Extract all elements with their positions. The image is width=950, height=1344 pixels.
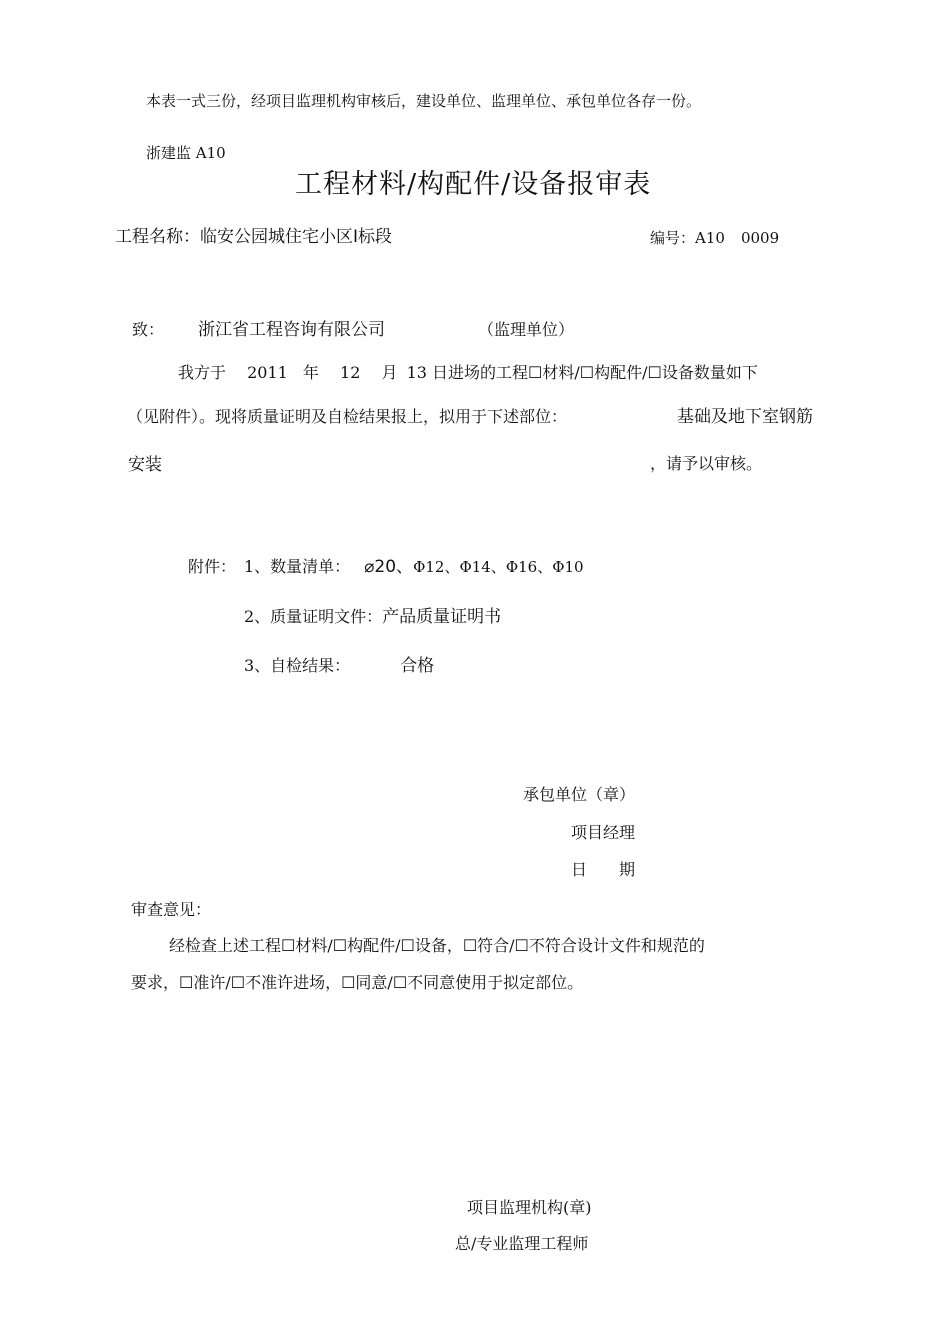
to-role: （监理单位） xyxy=(478,320,575,339)
location-part1: 基础及地下室钢筋 xyxy=(677,407,813,427)
project-manager: 项目经理 xyxy=(571,823,636,842)
attachment-item-1 xyxy=(244,552,584,577)
attachments-label: 附件： xyxy=(188,557,237,576)
review-line-2: 要求，☐准许/☐不准许进场，☐同意/☐不同意使用于拟定部位。 xyxy=(131,973,584,992)
body-line-2: （见附件）。现将质量证明及自检结果报上，拟用于下述部位： xyxy=(127,407,568,426)
serial-prefix: A10 xyxy=(695,229,725,247)
attachment-3-value: 合格 xyxy=(400,656,435,676)
contractor-seal: 承包单位（章） xyxy=(523,785,636,804)
contractor-date: 日 期 xyxy=(571,860,636,879)
entry-month: 12 xyxy=(340,363,361,382)
project-name-row xyxy=(115,222,392,247)
body-line-1 xyxy=(178,360,758,383)
attachment-item-3 xyxy=(244,651,434,676)
to-company: 浙江省工程咨询有限公司 xyxy=(198,320,385,340)
form-code: 浙建监 A10 xyxy=(146,144,226,162)
entry-year: 2011 xyxy=(247,363,288,382)
project-name: 临安公园城住宅小区Ⅰ标段 xyxy=(200,227,393,247)
project-label: 工程名称： xyxy=(115,227,200,247)
attachment-1-value-a: ⌀20、 xyxy=(364,557,414,577)
line1-rest: 日进场的工程☐材料/☐构配件/☐设备数量如下 xyxy=(432,363,758,382)
serial-number xyxy=(650,227,779,248)
header-note: 本表一式三份，经项目监理机构审核后，建设单位、监理单位、承包单位各存一份。 xyxy=(146,92,702,110)
supervisor-seal: 项目监理机构(章) xyxy=(467,1198,592,1217)
supervisor-engineer: 总/专业监理工程师 xyxy=(455,1234,589,1253)
attachment-item-2 xyxy=(244,602,501,627)
location-part2: 安装 xyxy=(128,455,162,475)
serial-value: 0009 xyxy=(740,229,780,247)
intro-text: 我方于 xyxy=(178,363,227,382)
to-label: 致： xyxy=(132,320,165,339)
attachment-1-value-b: Φ12、Φ14、Φ16、Φ10 xyxy=(413,558,584,576)
month-label: 月 xyxy=(381,363,398,382)
body-line-3-end: ，请予以审核。 xyxy=(650,454,763,473)
attachment-1-label: 1、数量清单： xyxy=(244,557,351,576)
serial-label: 编号： xyxy=(650,229,696,247)
attachment-3-label: 3、自检结果： xyxy=(244,656,351,675)
year-label: 年 xyxy=(302,363,319,382)
review-line-1: 经检查上述工程☐材料/☐构配件/☐设备，☐符合/☐不符合设计文件和规范的 xyxy=(169,936,705,955)
entry-day: 13 xyxy=(406,363,427,382)
attachment-2-value: 产品质量证明书 xyxy=(382,607,502,627)
review-label: 审查意见： xyxy=(131,900,212,919)
page-title: 工程材料/构配件/设备报审表 xyxy=(295,169,652,200)
attachment-2-label: 2、质量证明文件： xyxy=(244,607,383,626)
